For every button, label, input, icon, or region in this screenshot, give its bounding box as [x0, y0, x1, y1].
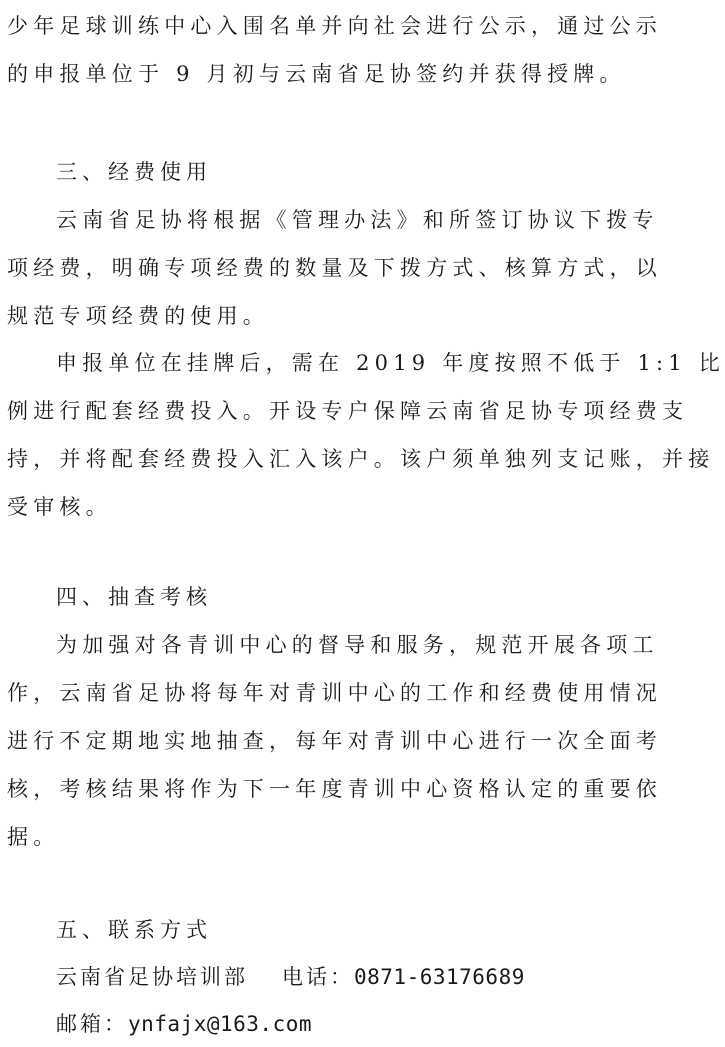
- contact-email: ynfajx@163.com: [128, 1012, 313, 1036]
- section-4-para1-line-5: 据。: [7, 825, 60, 849]
- section-4-para1-line-3: 进行不定期地实地抽查，每年对青训中心进行一次全面考: [7, 729, 662, 753]
- intro-line-1: 少年足球训练中心入围名单并向社会进行公示，通过公示: [7, 14, 662, 38]
- contact-org: 云南省足协培训部: [56, 965, 248, 989]
- section-4-para1-line-2: 作，云南省足协将每年对青训中心的工作和经费使用情况: [7, 681, 662, 705]
- contact-email-label: 邮箱：: [56, 1012, 128, 1036]
- section-3-para1-line-1: 云南省足协将根据《管理办法》和所签订协议下拨专: [56, 208, 659, 232]
- intro-line-2: 的申报单位于 9 月初与云南省足协签约并获得授牌。: [7, 62, 626, 86]
- section-3-para1-line-2: 项经费，明确专项经费的数量及下拨方式、核算方式，以: [7, 256, 662, 280]
- section-3-para2-line-4: 受审核。: [7, 495, 112, 519]
- contact-email-line: [56, 1004, 312, 1044]
- contact-phone: 0871-63176689: [354, 965, 525, 989]
- section-3-para2-line-1: 申报单位在挂牌后，需在 2019 年度按照不低于 1:1 比: [56, 351, 725, 375]
- section-3-para2-line-3: 持，并将配套经费投入汇入该户。该户须单独列支记账，并接: [7, 447, 715, 471]
- section-3-heading: 三、经费使用: [56, 160, 212, 184]
- section-3-para1-line-3: 规范专项经费的使用。: [7, 304, 269, 328]
- section-4-para1-line-1: 为加强对各青训中心的督导和服务，规范开展各项工: [56, 633, 659, 657]
- contact-phone-line: [56, 957, 525, 997]
- section-4-heading: 四、抽查考核: [56, 585, 212, 609]
- section-5-heading: 五、联系方式: [56, 918, 212, 942]
- section-4-para1-line-4: 核，考核结果将作为下一年度青训中心资格认定的重要依: [7, 777, 662, 801]
- contact-phone-label: 电话：: [282, 965, 354, 989]
- section-3-para2-line-2: 例进行配套经费投入。开设专户保障云南省足协专项经费支: [7, 399, 689, 423]
